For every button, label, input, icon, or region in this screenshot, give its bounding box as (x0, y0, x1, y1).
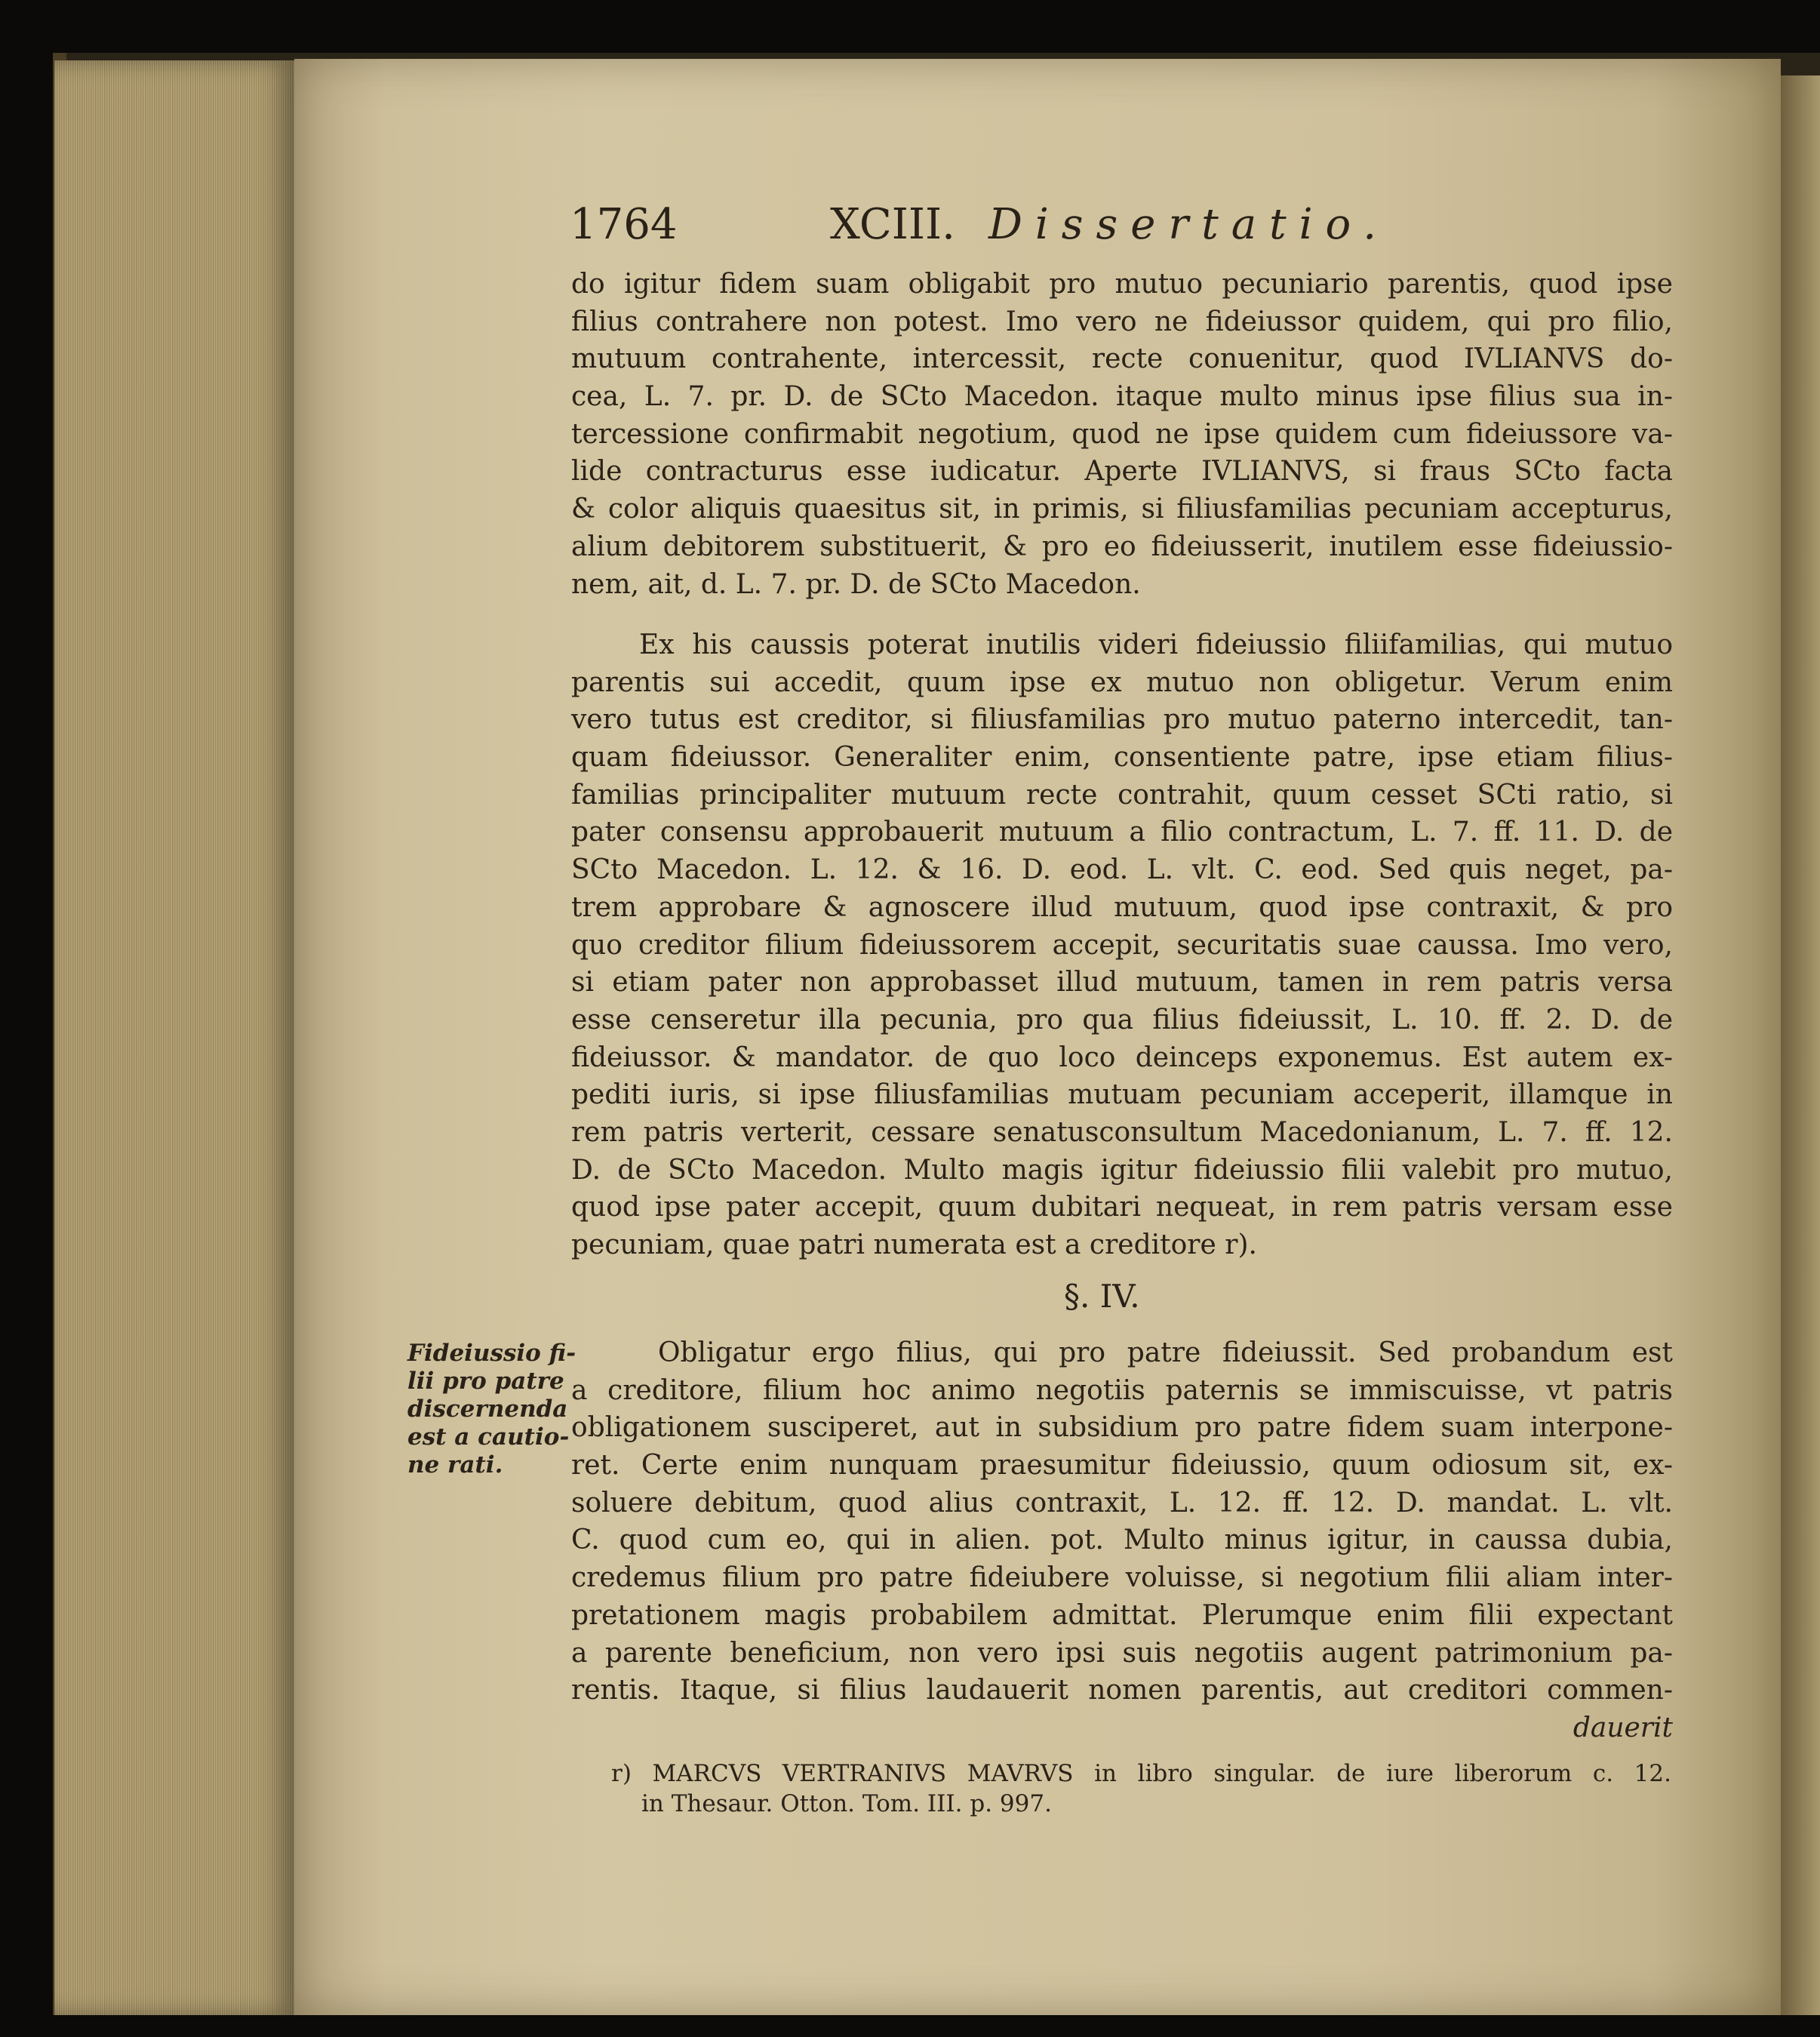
margin-note-line: ne rati. (407, 1451, 503, 1479)
text-line: familias principaliter mutuum recte contrahit, quum cesset SCti ratio, si (571, 779, 1673, 811)
text-line: rem patris verterit, cessare senatusconsultum Macedonianum, L. 7. ff. 12. (571, 1116, 1673, 1148)
text-line: esse censeretur illa pecunia, pro qua filius fideiussit, L. 10. ff. 2. D. de (571, 1004, 1673, 1035)
text-line: fideiussor. & mandator. de quo loco deinceps exponemus. Est autem ex- (571, 1042, 1673, 1073)
text-line: lide contracturus esse iudicatur. Aperte IVLIANVS, si fraus SCto facta (571, 456, 1673, 488)
running-title: Dissertatio. (988, 200, 1390, 249)
catchword: dauerit (1573, 1712, 1673, 1743)
text-line: & color aliquis quaesitus sit, in primis, si filiusfamilias pecuniam accepturus, (571, 494, 1673, 525)
text-line: pecuniam, quae patri numerata est a creditore r). (571, 1229, 1257, 1260)
text-line: D. de SCto Macedon. Multo magis igitur fideiussio filii valebit pro mutuo, (571, 1154, 1673, 1186)
footnote-line: r) MARCVS VERTRANIVS MAVRVS in libro singular. de iure liberorum c. 12. (611, 1760, 1671, 1787)
text-line: nem, ait, d. L. 7. pr. D. de SCto Macedon. (571, 568, 1141, 600)
text-line: Obligatur ergo filius, qui pro patre fideiussit. Sed probandum est (658, 1337, 1673, 1368)
margin-note-line: est a cautio- (407, 1423, 570, 1451)
text-line: cea, L. 7. pr. D. de SCto Macedon. itaque multo minus ipse filius sua in- (571, 381, 1673, 413)
paragraph-1 (571, 266, 1673, 603)
margin-note-line: lii pro patre (407, 1368, 564, 1395)
text-line: si etiam pater non approbasset illud mutuum, tamen in rem patris versa (571, 967, 1673, 998)
next-page-edge (1781, 75, 1820, 2015)
text-line: quod ipse pater accepit, quum dubitari nequeat, in rem patris versam esse (571, 1192, 1673, 1223)
text-line: tercessione confirmabit negotium, quod ne ipse quidem cum fideiussore va- (571, 418, 1673, 450)
text-line: do igitur fidem suam obligabit pro mutuo pecuniario parentis, quod ipse (571, 269, 1673, 300)
page-edges (54, 60, 296, 2015)
text-line: a parente beneficium, non vero ipsi suis negotiis augent patrimonium pa- (571, 1637, 1673, 1669)
text-line: alium debitorem substituerit, & pro eo fideiusserit, inutilem esse fideiussio- (571, 531, 1673, 562)
text-line: quam fideiussor. Generaliter enim, consentiente patre, ipse etiam filius- (571, 742, 1673, 774)
text-line: Ex his caussis poterat inutilis videri fideiussio filiifamilias, qui mutuo (639, 629, 1673, 660)
margin-note-line: Fideiussio fi- (407, 1340, 576, 1367)
margin-note (407, 1340, 576, 1479)
running-header (570, 200, 1400, 253)
text-line: rentis. Itaque, si filius laudauerit nomen parentis, aut creditori commen- (571, 1675, 1673, 1706)
footnote-line: in Thesaur. Otton. Tom. III. p. 997. (641, 1790, 1052, 1817)
text-line: mutuum contrahente, intercessit, recte conuenitur, quod IVLIANVS do- (571, 343, 1673, 375)
margin-note-line: discernenda (407, 1395, 568, 1423)
text-line: soluere debitum, quod alius contraxit, L. 12. ff. 12. D. mandat. L. vlt. (571, 1487, 1673, 1519)
text-line: pater consensu approbauerit mutuum a filio contractum, L. 7. ff. 11. D. de (571, 817, 1673, 848)
text-line: obligationem susciperet, aut in subsidium pro patre fidem suam interpone- (571, 1412, 1673, 1444)
text-line: parentis sui accedit, quum ipse ex mutuo non obligetur. Verum enim (571, 666, 1673, 698)
text-line: pretationem magis probabilem admittat. Plerumque enim filii expectant (571, 1599, 1673, 1631)
text-line: filius contrahere non potest. Imo vero ne fideiussor quidem, qui pro filio, (571, 306, 1673, 337)
paragraph-3 (571, 1334, 1673, 1747)
dissertation-number: XCIII. (830, 200, 955, 249)
paragraph-2 (571, 626, 1673, 1264)
page-number: 1764 (570, 200, 678, 249)
section-heading: §. IV. (1064, 1278, 1140, 1315)
text-line: ret. Certe enim nunquam praesumitur fideiussio, quum odiosum sit, ex- (571, 1450, 1673, 1482)
text-line: SCto Macedon. L. 12. & 16. D. eod. L. vlt. C. eod. Sed quis neget, pa- (571, 854, 1673, 886)
text-line: quo creditor filium fideiussorem accepit, securitatis suae caussa. Imo vero, (571, 929, 1673, 961)
text-line: pediti iuris, si ipse filiusfamilias mutuam pecuniam acceperit, illamque in (571, 1079, 1673, 1111)
text-line: a creditore, filium hoc animo negotiis paternis se immiscuisse, vt patris (571, 1374, 1673, 1406)
footnote (611, 1759, 1671, 1819)
text-line: credemus filium pro patre fideiubere voluisse, si negotium filii aliam inter- (571, 1562, 1673, 1594)
text-line: vero tutus est creditor, si filiusfamilias pro mutuo paterno intercedit, tan- (571, 704, 1673, 736)
text-line: trem approbare & agnoscere illud mutuum, quod ipse contraxit, & pro (571, 891, 1673, 923)
text-line: C. quod cum eo, qui in alien. pot. Multo minus igitur, in caussa dubia, (571, 1525, 1673, 1556)
